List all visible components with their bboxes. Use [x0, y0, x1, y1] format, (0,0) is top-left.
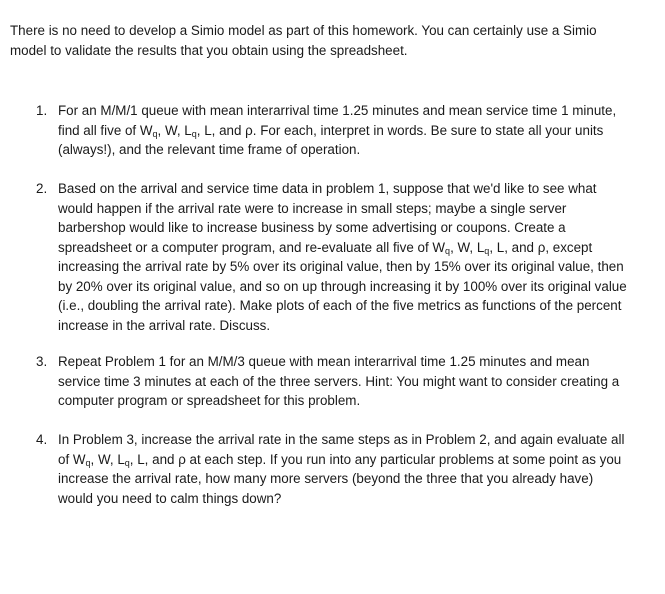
question-number: 3. [36, 354, 48, 369]
question-line: by 20% over its original value, and so on up through increasing it by 100% over its original value [58, 278, 627, 294]
question-line: would you need to calm things down? [58, 490, 282, 506]
question-line: For an M/M/1 queue with mean interarrival time 1.25 minutes and mean service time 1 minute, [58, 103, 617, 118]
question-line: would happen if the arrival rate were to increase in small steps; maybe a single server [58, 200, 567, 216]
question-line: Repeat Problem 1 for an M/M/3 queue with mean interarrival time 1.25 minutes and mean [58, 354, 590, 369]
intro-line: model to validate the results that you obtain using the spreadsheet. [10, 43, 408, 58]
question-line: spreadsheet or a computer program, and re-evaluate all five of $W_q$, W, $L_q$, L, and ρ, except [58, 239, 593, 256]
question-line: (always!), and the relevant time frame of operation. [58, 142, 361, 157]
question-text [58, 430, 636, 508]
question-line: barbershop would like to increase business by some advertising or coupons. Create a [58, 220, 566, 235]
question-line: increase the arrival rate, how many more servers (beyond the three that you already have) [58, 471, 594, 486]
question-number: 4. [36, 432, 48, 447]
question-line: increase in the arrival rate. Discuss. [58, 317, 271, 333]
question-line: increasing the arrival rate by 5% over its original value, then by 15% over its original value, then [58, 259, 624, 274]
question-text [58, 179, 636, 335]
question-text [58, 352, 636, 411]
question-line: Based on the arrival and service time data in problem 1, suppose that we'd like to see what [58, 181, 597, 196]
question-line: find all five of $W_q$, W, $L_q$, L, and ρ. For each, interpret in words. Be sure to state all your units [58, 122, 604, 139]
intro-line: There is no need to develop a Simio model as part of this homework. You can certainly use a Simio [10, 23, 597, 38]
question-line: computer program or spreadsheet for this problem. [58, 393, 361, 408]
question-line: In Problem 3, increase the arrival rate in the same steps as in Problem 2, and again evaluate all [58, 432, 625, 447]
question-number: 2. [36, 181, 48, 196]
question-text [58, 101, 636, 160]
question-line: service time 3 minutes at each of the three servers. Hint: You might want to consider creating a [58, 373, 620, 389]
question-number: 1. [36, 103, 48, 118]
intro-paragraph [10, 21, 650, 61]
question-line: (i.e., doubling the arrival rate). Make plots of each of the five metrics as functions of the percent [58, 298, 622, 313]
question-line: of $W_q$, W, $L_q$, L, and ρ at each step. If you run into any particular problems at some point as you [58, 451, 622, 468]
